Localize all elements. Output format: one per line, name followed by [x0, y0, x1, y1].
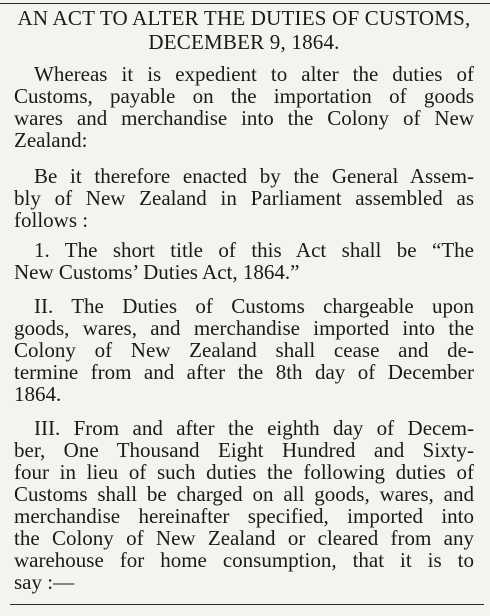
section-3-line: say :—	[14, 570, 75, 594]
preamble-line: Zealand:	[14, 128, 88, 152]
preamble-line: Customs, payable on the importation of goods	[14, 84, 474, 108]
bottom-rule	[10, 604, 484, 605]
section-2-line: II. The Duties of Customs chargeable upon	[34, 294, 474, 318]
section-3-line: Customs shall be charged on all goods, wares, and	[14, 482, 474, 506]
act-title-line-1: AN ACT TO ALTER THE DUTIES OF CUSTOMS,	[17, 6, 471, 30]
section-3-line: ber, One Thousand Eight Hundred and Sixty-	[14, 438, 474, 462]
section-3-line: the Colony of New Zealand or cleared from any	[14, 526, 474, 550]
section-3-line: III. From and after the eighth day of Decem-	[34, 416, 474, 440]
top-rule	[0, 3, 490, 4]
section-2-line: 1864.	[14, 382, 62, 406]
section-1-line: New Customs’ Duties Act, 1864.”	[14, 260, 300, 284]
section-2-line: goods, wares, and merchandise imported into the	[14, 316, 474, 340]
section-3-line: merchandise hereinafter specified, imported into	[14, 504, 474, 528]
section-1-line: 1. The short title of this Act shall be “The	[34, 238, 474, 262]
act-title-line-2: DECEMBER 9, 1864.	[148, 30, 340, 54]
section-3-line: warehouse for home consumption, that it is to	[14, 548, 474, 572]
section-3-line: four in lieu of such duties the following duties of	[14, 460, 474, 484]
enacting-line: Be it therefore enacted by the General Assem-	[34, 164, 474, 188]
preamble-line: Whereas it is expedient to alter the duties of	[34, 62, 474, 86]
enacting-line: follows :	[14, 208, 89, 232]
section-2-line: termine from and after the 8th day of December	[14, 360, 474, 384]
section-2-line: Colony of New Zealand shall cease and de-	[14, 338, 474, 362]
preamble-line: wares and merchandise into the Colony of New	[14, 106, 474, 130]
enacting-line: bly of New Zealand in Parliament assembled as	[14, 186, 474, 210]
